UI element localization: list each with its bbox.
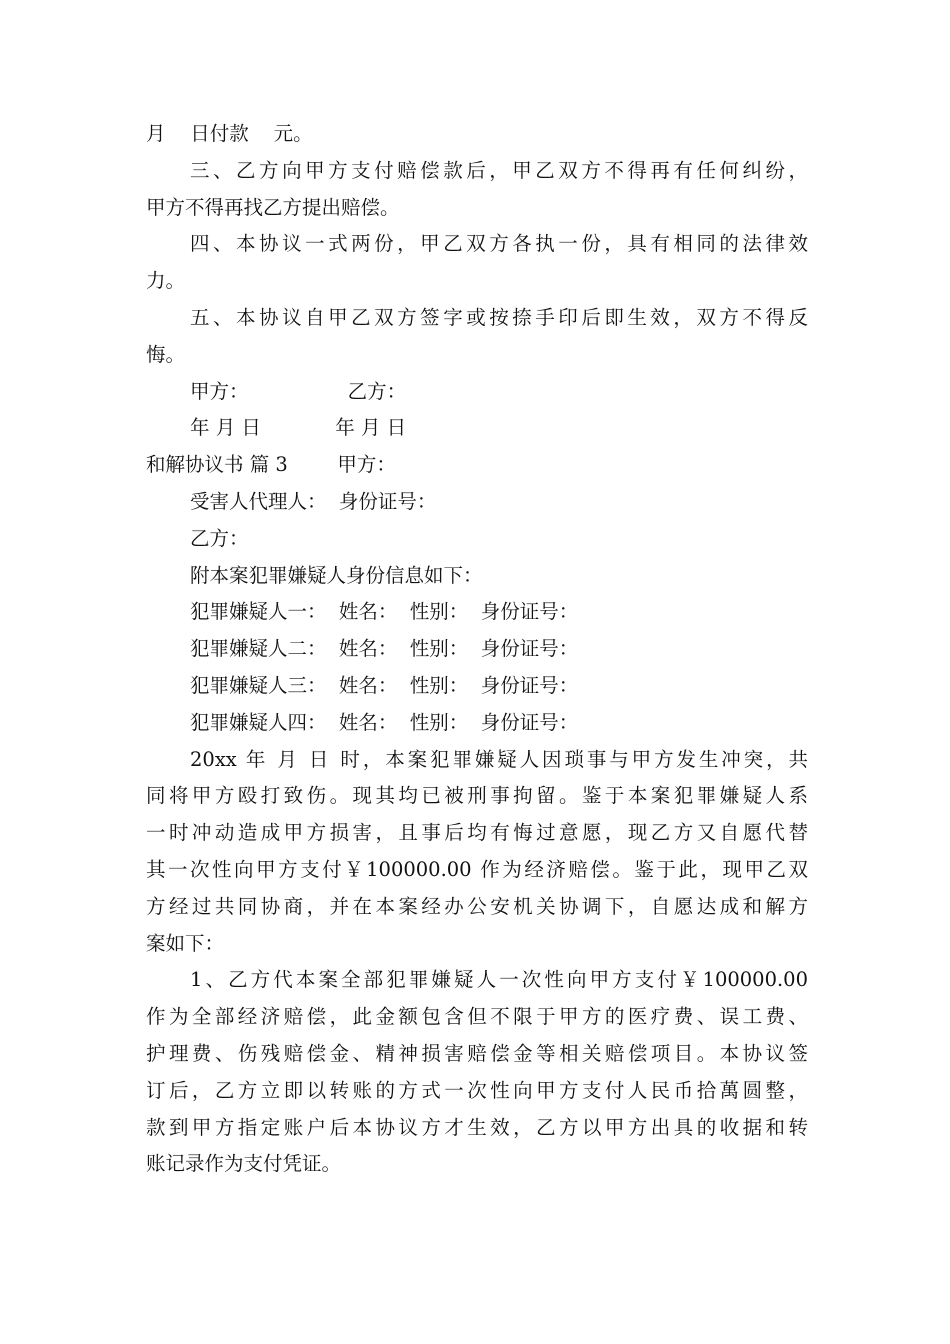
document-line: 乙方： <box>190 526 249 550</box>
document-body <box>146 116 808 1183</box>
document-line: 案如下： <box>146 931 225 955</box>
document-line: 犯罪嫌疑人三： 姓名： 性别： 身份证号： <box>190 673 579 697</box>
document-line: 护理费、伤残赔偿金、精神损害赔偿金等相关赔偿项目。本协议签 <box>146 1041 808 1065</box>
document-line: 款到甲方指定账户后本协议方才生效，乙方以甲方出具的收据和转 <box>146 1115 808 1139</box>
document-line: 犯罪嫌疑人一： 姓名： 性别： 身份证号： <box>190 600 579 624</box>
document-line: 甲方： 乙方： <box>190 379 407 403</box>
document-line: 三、乙方向甲方支付赔偿款后，甲乙双方不得再有任何纠纷， <box>190 158 808 182</box>
document-line: 方经过共同协商，并在本案经办公安机关协调下，自愿达成和解方 <box>146 894 808 918</box>
document-line: 20xx 年 月 日 时，本案犯罪嫌疑人因琐事与甲方发生冲突，共 <box>190 747 808 771</box>
document-line: 账记录作为支付凭证。 <box>146 1152 342 1176</box>
document-line: 五、本协议自甲乙双方签字或按捺手印后即生效，双方不得反 <box>190 305 808 329</box>
document-line: 犯罪嫌疑人二： 姓名： 性别： 身份证号： <box>190 637 579 661</box>
document-line: 月 日付款 元。 <box>146 122 313 145</box>
document-line: 四、本协议一式两份，甲乙双方各执一份，具有相同的法律效 <box>190 232 808 256</box>
document-line: 力。 <box>146 269 186 293</box>
document-line: 年 月 日 年 月 日 <box>190 416 407 440</box>
document-line: 犯罪嫌疑人四： 姓名： 性别： 身份证号： <box>190 710 579 734</box>
document-line: 1、乙方代本案全部犯罪嫌疑人一次性向甲方支付￥100000.00 <box>190 968 808 992</box>
document-line: 其一次性向甲方支付￥100000.00 作为经济赔偿。鉴于此，现甲乙双 <box>146 857 808 881</box>
document-line: 订后，乙方立即以转账的方式一次性向甲方支付人民币拾萬圆整， <box>146 1078 808 1102</box>
document-line: 和解协议书 篇 3 甲方： <box>146 453 396 477</box>
document-line: 受害人代理人： 身份证号： <box>190 489 437 513</box>
document-line: 附本案犯罪嫌疑人身份信息如下： <box>190 563 483 587</box>
document-line: 一时冲动造成甲方损害，且事后均有悔过意愿，现乙方又自愿代替 <box>146 821 808 845</box>
document-line: 作为全部经济赔偿，此金额包含但不限于甲方的医疗费、误工费、 <box>146 1005 808 1029</box>
document-line: 同将甲方殴打致伤。现其均已被刑事拘留。鉴于本案犯罪嫌疑人系 <box>146 784 808 808</box>
document-line: 甲方不得再找乙方提出赔偿。 <box>146 195 400 219</box>
document-line: 悔。 <box>146 342 186 366</box>
